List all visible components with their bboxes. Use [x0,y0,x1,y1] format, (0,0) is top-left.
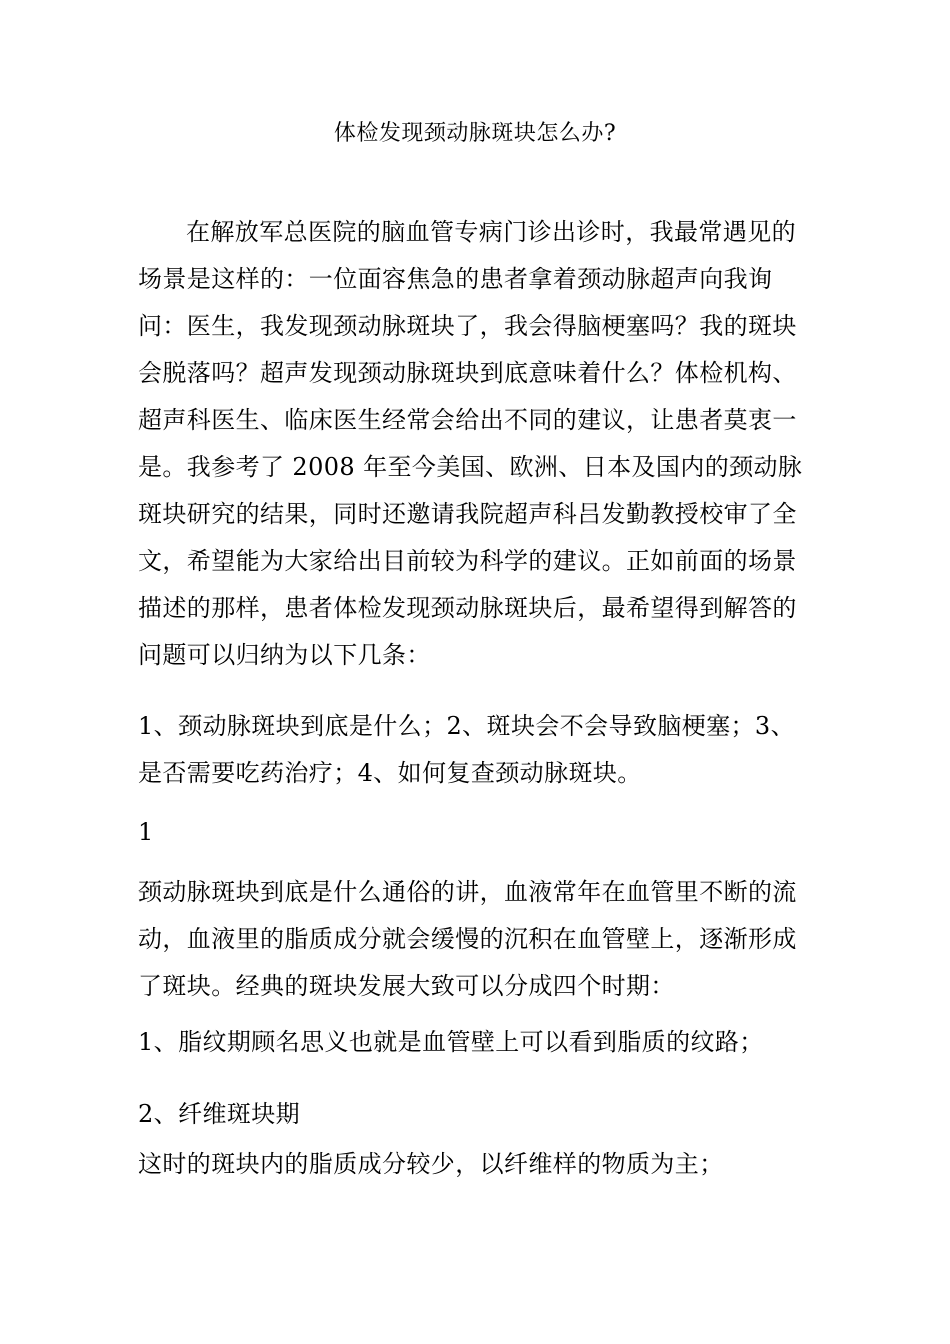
section-body-paragraph: 颈动脉斑块到底是什么通俗的讲，血液常年在血管里不断的流动，血液里的脂质成分就会缓慢的沉积在血管壁上，逐渐形成了斑块。经典的斑块发展大致可以分成四个时期： [138,878,797,1000]
stage-1-paragraph: 1、脂纹期顾名思义也就是血管壁上可以看到脂质的纹路； [138,1028,764,1056]
questions-paragraph: 1、颈动脉斑块到底是什么；2、斑块会不会导致脑梗塞；3、是否需要吃药治疗；4、如何复查颈动脉斑块。 [138,712,796,787]
intro-paragraph: 在解放军总医院的脑血管专病门诊出诊时，我最常遇见的场景是这样的：一位面容焦急的患者拿着颈动脉超声向我询问：医生，我发现颈动脉斑块了，我会得脑梗塞吗？我的斑块会脱落吗？超声发现颈动脉斑块到底意味着什么？体检机构、超声科医生、临床医生经常会给出不同的建议，让患者莫衷一是。我参考了 2008 年至今美国、欧洲、日本及国内的颈动脉斑块研究的结果，同时还邀请我院超声科吕发勤教授校审了全文，希望能为大家给出目前较为科学的建议。正如前面的场景描述的那样，患者体检发现颈动脉斑块后，最希望得到解答的问题可以归纳为以下几条： [138,218,803,669]
stage-2-body: 这时的斑块内的脂质成分较少，以纤维样的物质为主； [138,1150,724,1178]
section-number: 1 [138,818,154,846]
stage-2-heading: 2、纤维斑块期 [138,1100,301,1128]
document-title: 体检发现颈动脉斑块怎么办? [333,121,617,146]
